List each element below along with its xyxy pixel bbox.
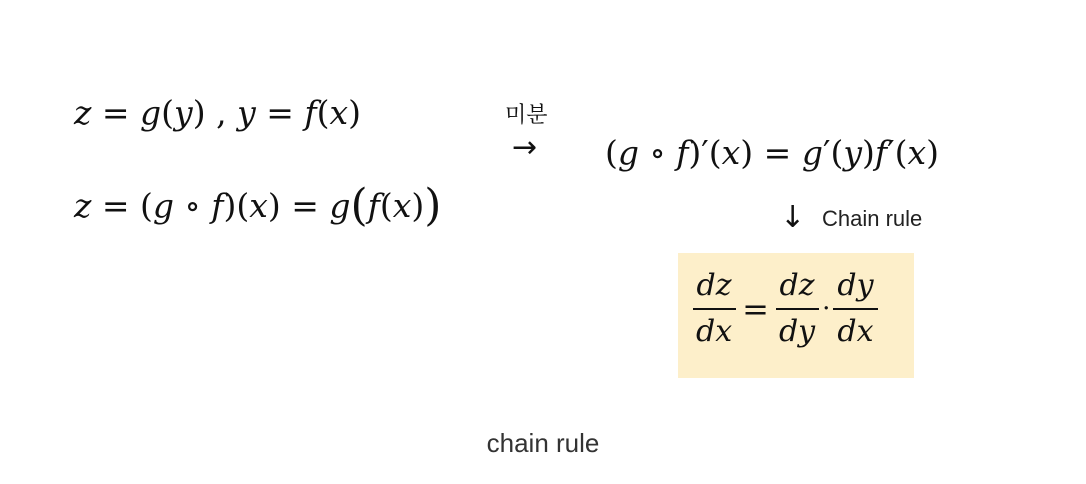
differentiation-label: 미분 xyxy=(505,102,548,127)
paren-open: ( xyxy=(605,133,618,172)
paren-open: ( xyxy=(316,93,330,132)
var-x: x xyxy=(329,93,349,132)
paren-open: ( xyxy=(140,186,153,225)
func-g: g xyxy=(617,133,639,172)
equation-definition-composition xyxy=(74,93,361,132)
fraction-dy-dx xyxy=(833,268,877,349)
numerator: dy xyxy=(833,271,877,310)
paren-close: ) xyxy=(688,133,702,172)
paren-open: ( xyxy=(379,186,393,225)
equals-sign: = xyxy=(763,133,792,172)
arrow-right-icon: → xyxy=(512,130,538,165)
equals-sign: = xyxy=(266,93,294,132)
arrow-down-icon: ↓ xyxy=(780,200,806,235)
paren-close: ) xyxy=(348,93,361,132)
func-f: f xyxy=(367,186,380,225)
fraction-dz-dx xyxy=(692,268,736,349)
prime-mark: ′ xyxy=(822,133,831,172)
func-g: g xyxy=(140,93,162,132)
equals-sign: = xyxy=(291,186,319,225)
paren-close: ) xyxy=(926,133,939,172)
paren-open: ( xyxy=(708,133,722,172)
func-f: f xyxy=(304,93,317,132)
equation-derivative xyxy=(605,133,939,172)
func-g: g xyxy=(152,186,175,225)
prime-mark: ′ xyxy=(701,133,709,172)
chain-rule-label: Chain rule xyxy=(822,206,923,231)
figure-caption: chain rule xyxy=(486,428,600,458)
prime-mark: ′ xyxy=(887,133,895,172)
var-y: y xyxy=(237,93,256,132)
paren-close: ) xyxy=(223,186,237,225)
var-x: x xyxy=(249,186,268,225)
paren-close: ) xyxy=(267,186,281,225)
var-x: x xyxy=(907,133,927,172)
paren-open: ( xyxy=(830,133,844,172)
var-y: y xyxy=(843,133,862,172)
func-f: f xyxy=(874,133,888,172)
var-z: z xyxy=(74,186,92,225)
equals-sign: = xyxy=(101,93,130,132)
var-y: y xyxy=(174,93,193,132)
func-f: f xyxy=(211,186,224,225)
composition-operator: ∘ xyxy=(649,133,666,172)
denominator: dy xyxy=(778,314,816,349)
multiplication-dot: · xyxy=(822,294,831,324)
var-x: x xyxy=(392,186,412,225)
paren-close: ) xyxy=(740,133,754,172)
paren-close: ) xyxy=(192,93,206,132)
big-paren-open: ( xyxy=(350,180,368,231)
composition-operator: ∘ xyxy=(184,186,201,225)
denominator: dx xyxy=(837,314,874,349)
func-g: g xyxy=(801,133,823,172)
equals-sign: = xyxy=(742,290,769,328)
denominator: dx xyxy=(696,314,733,349)
paren-open: ( xyxy=(894,133,908,172)
fraction-dz-dy xyxy=(775,268,819,349)
paren-open: ( xyxy=(161,93,175,132)
equation-composition-expanded xyxy=(74,180,442,231)
chain-rule-formula-box xyxy=(678,253,914,378)
func-g: g xyxy=(329,186,351,225)
numerator: dz xyxy=(693,271,736,310)
paren-close: ) xyxy=(411,186,425,225)
func-f: f xyxy=(676,133,689,172)
paren-close: ) xyxy=(861,133,875,172)
comma: , xyxy=(216,93,227,132)
paren-open: ( xyxy=(236,186,250,225)
var-x: x xyxy=(721,133,741,172)
chain-rule-formula xyxy=(692,268,878,349)
var-z: z xyxy=(74,93,92,132)
numerator: dz xyxy=(776,271,819,310)
big-paren-close: ) xyxy=(424,180,442,231)
equals-sign: = xyxy=(101,186,130,225)
